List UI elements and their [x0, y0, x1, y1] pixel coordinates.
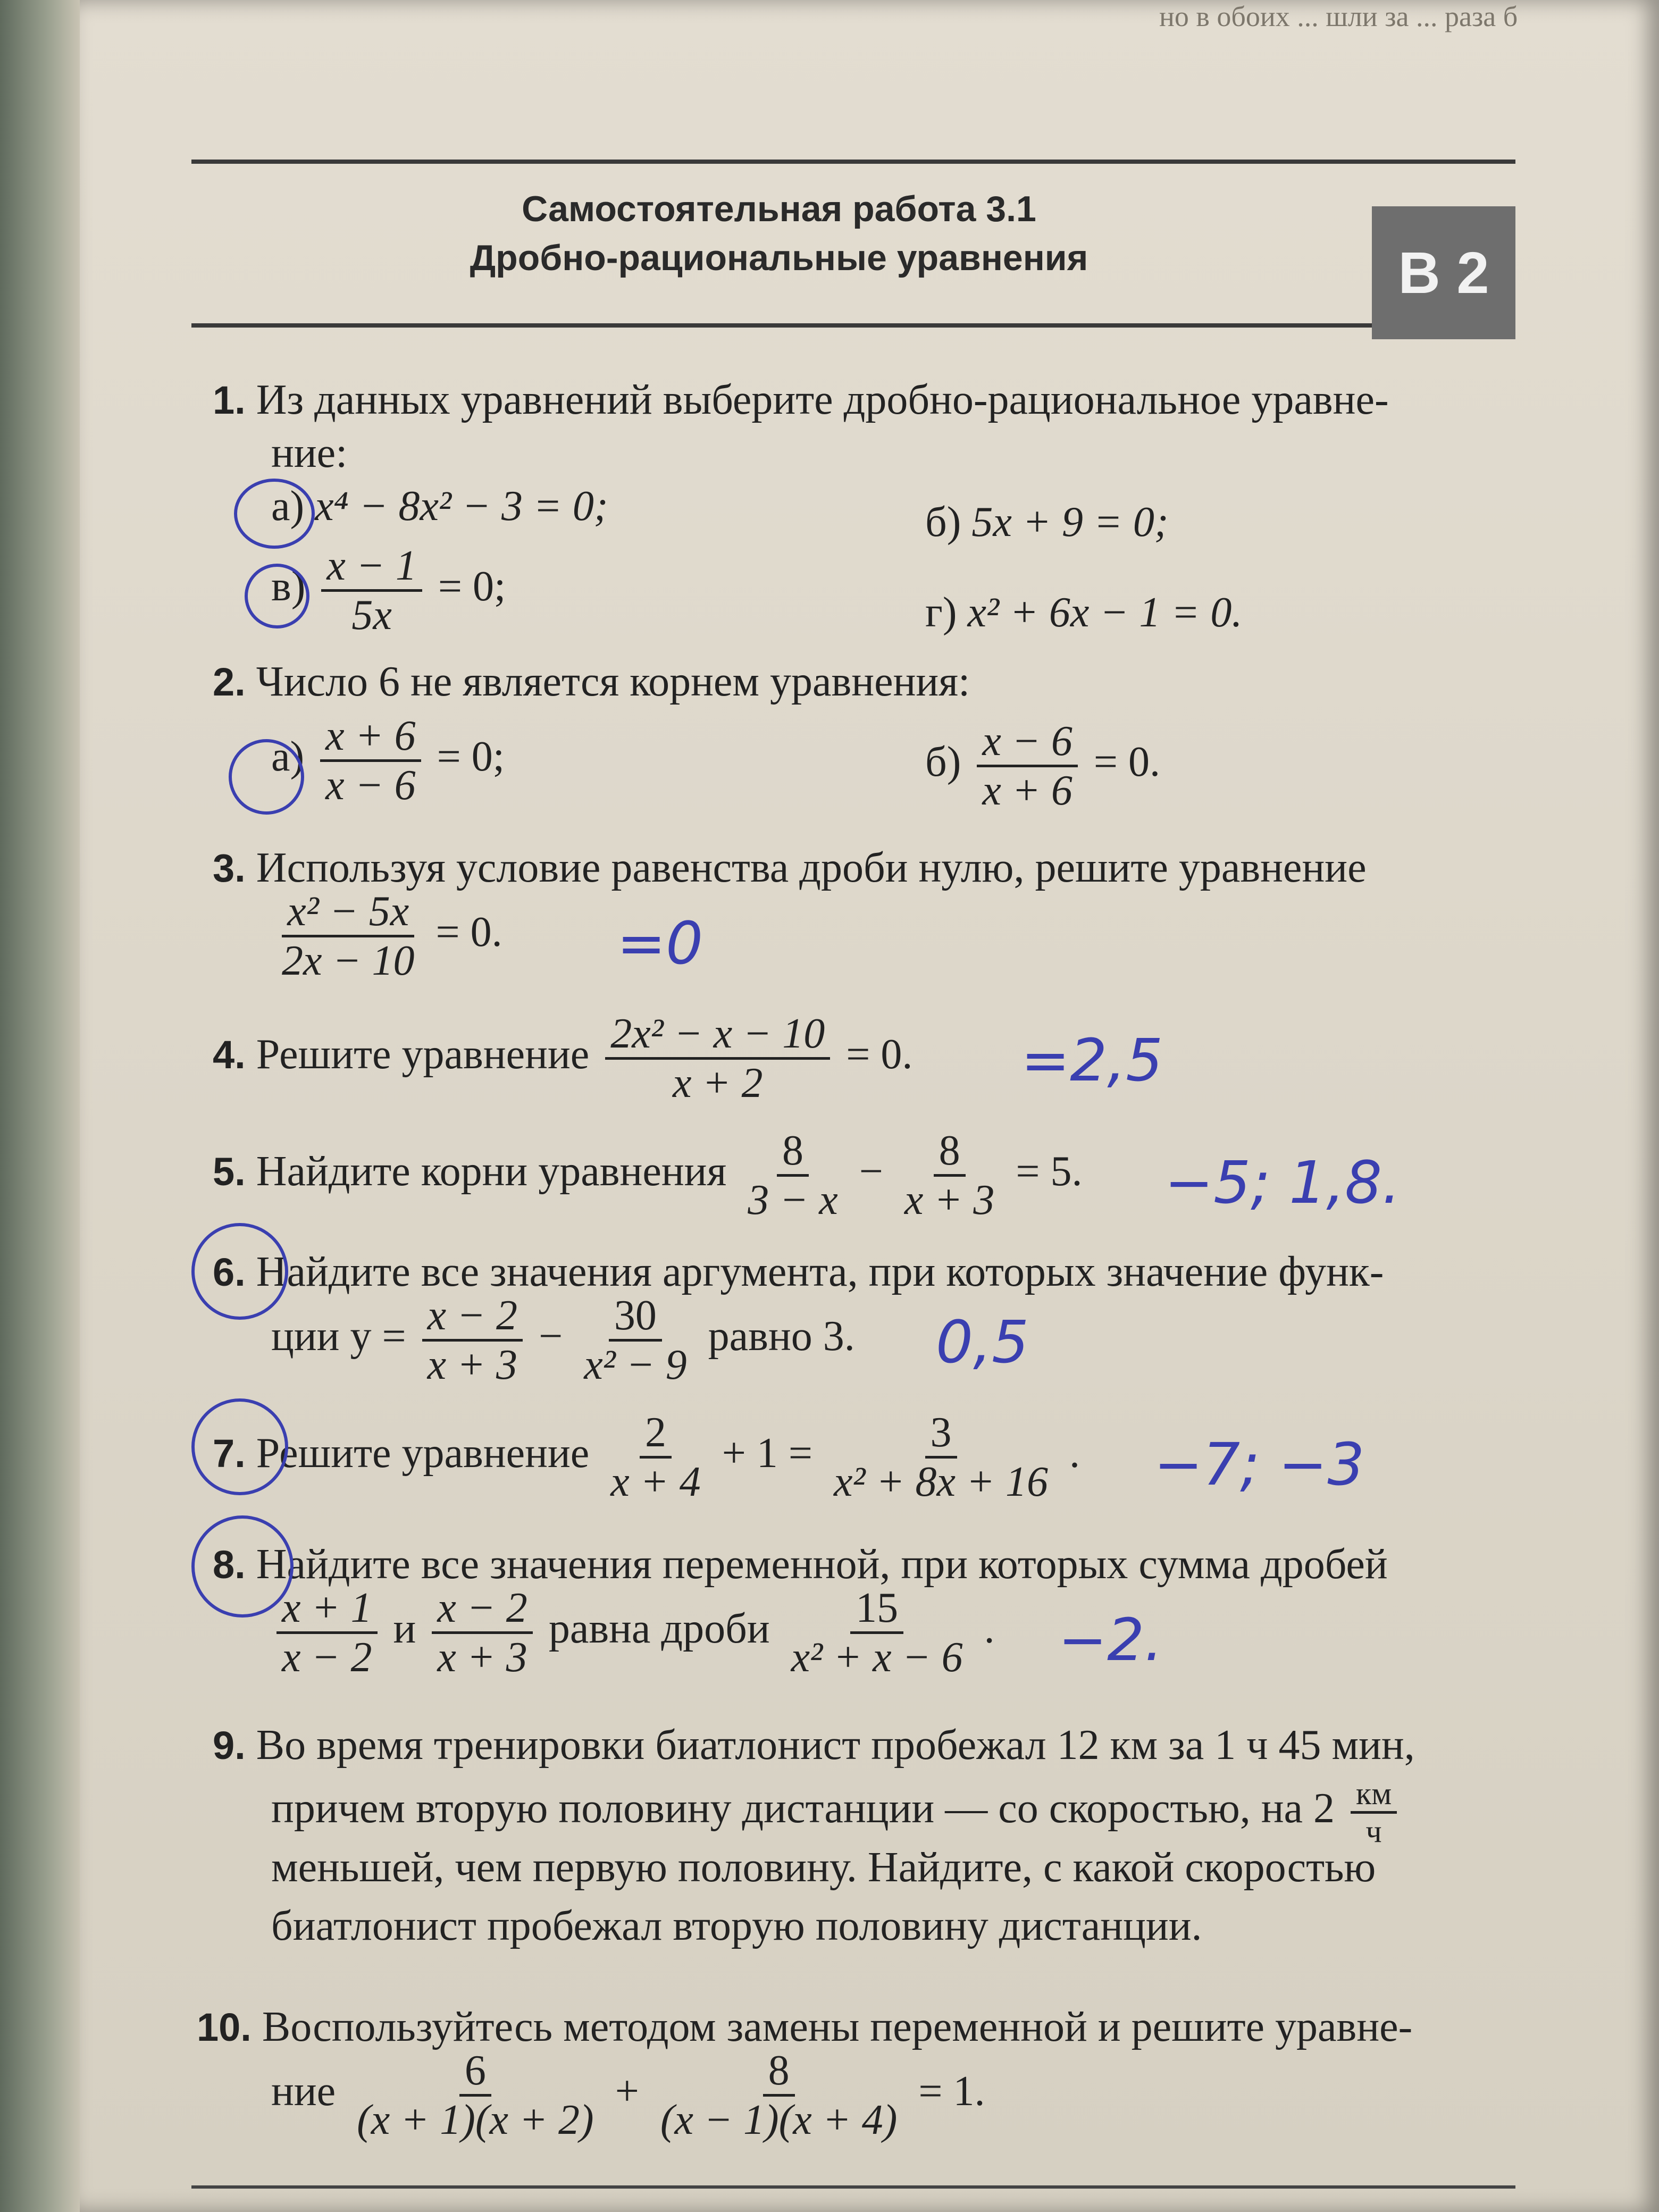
problem-6-equation: ции y = $\frac{x - 2}{x + 3}$ − $\frac{30}{\text{x² − 9}}$ равно 3. [271, 1292, 855, 1388]
answer-circle-mark [191, 1223, 288, 1320]
variant-badge: В 2 [1372, 206, 1515, 339]
problem-4: 4. Решите уравнение $\frac{\text{2x² − x − 10}}{x + 2}$ = 0. [213, 1010, 913, 1107]
fraction: $\frac{x - 2}{x + 3}$ [422, 1292, 523, 1388]
fraction: $\frac{x - 6}{x + 6}$ [977, 718, 1078, 814]
handwritten-answer-6: 0,5 [936, 1308, 1029, 1376]
problem-8-equation: $\frac{x + 1}{x - 2}$ и $\frac{x - 2}{x + 3}$ равна дроби $\frac{15}{\text{x² + x − 6}}$ . [271, 1585, 995, 1681]
problem-1-option-g: г) x² + 6x − 1 = 0. [925, 589, 1243, 636]
worksheet-title [191, 185, 1367, 283]
handwritten-answer-5: −5; 1,8. [1164, 1149, 1401, 1217]
unit-fraction: $\frac{км}{ч}$ [1351, 1776, 1397, 1849]
answer-circle-mark [191, 1515, 294, 1618]
problem-9-line4: биатлонист пробежал вторую половину дистанции. [271, 1903, 1202, 1949]
answer-circle-mark [245, 564, 309, 629]
fraction: $\frac{8}{(x - 1)(x + 4)}$ [660, 2047, 898, 2143]
problem-3-equation: $\frac{\text{x² − 5x}}{2x - 10}$ = 0. [271, 888, 502, 984]
fraction: $\frac{3}{\text{x² + 8x + 16}}$ [834, 1409, 1048, 1505]
handwritten-answer-7: −7; −3 [1154, 1430, 1365, 1498]
problem-1-line1 [213, 372, 1389, 428]
answer-circle-mark [191, 1398, 288, 1495]
problem-2-option-b: б) $\frac{x - 6}{x + 6}$ = 0. [925, 718, 1160, 814]
fraction: $\frac{x - 1}{5x}$ [321, 542, 422, 639]
fraction: $\frac{6}{(x + 1)(x + 2)}$ [357, 2047, 594, 2143]
fraction: $\frac{15}{\text{x² + x − 6}}$ [791, 1585, 963, 1681]
problem-10-equation: ние $\frac{6}{(x + 1)(x + 2)}$ + $\frac{8}{(x - 1)(x + 4)}$ = 1. [271, 2047, 985, 2143]
fraction: $\frac{2}{x + 4}$ [610, 1409, 701, 1505]
problem-9-line3: меньшей, чем первую половину. Найдите, с какой скоростью [271, 1844, 1376, 1891]
worksheet-header [191, 160, 1515, 328]
problem-2-option-a: а) $\frac{x + 6}{x - 6}$ = 0; [271, 713, 505, 809]
problem-1-option-a: а) x⁴ − 8x² − 3 = 0; [271, 483, 608, 530]
problem-10-line1: 10. Воспользуйтесь методом замены переменной и решите уравне- [197, 2004, 1413, 2050]
book-spine-shadow [0, 0, 80, 2212]
problem-8-line1: 8. Найдите все значения переменной, при которых сумма дробей [213, 1541, 1388, 1588]
worksheet-title-line1: Самостоятельная работа 3.1 [522, 189, 1036, 229]
fraction: $\frac{\text{2x² − x − 10}}{x + 2}$ [605, 1010, 830, 1107]
worksheet-title-line2: Дробно-рациональные уравнения [470, 237, 1088, 278]
problem-1-option-b: б) 5x + 9 = 0; [925, 499, 1169, 546]
fraction: $\frac{8}{x + 3}$ [904, 1127, 995, 1224]
answer-circle-mark [234, 479, 315, 549]
handwritten-answer-8: −2. [1058, 1606, 1163, 1674]
problem-1-line2: ние: [271, 430, 348, 476]
problem-9-line1: 9. Во время тренировки биатлонист пробежал 12 км за 1 ч 45 мин, [213, 1722, 1415, 1769]
problem-text: Из данных уравнений выберите дробно-рациональное уравне- [256, 376, 1389, 423]
problem-7: 7. Решите уравнение $\frac{2}{x + 4}$ + 1 = $\frac{3}{\text{x² + 8x + 16}}$ . [213, 1409, 1080, 1505]
problem-3-line1: 3. Используя условие равенства дроби нулю, решите уравнение [213, 844, 1367, 891]
problem-6-line1: 6. Найдите все значения аргумента, при которых значение функ- [213, 1249, 1384, 1295]
fraction: $\frac{30}{\text{x² − 9}}$ [584, 1292, 687, 1388]
fraction: $\frac{\text{x² − 5x}}{2x - 10}$ [282, 888, 415, 984]
previous-page-edge-text: но в обоих ... шли за ... раза б [1159, 1, 1518, 32]
handwritten-answer-3: =0 [617, 909, 703, 977]
fraction: $\frac{x + 1}{x - 2}$ [276, 1585, 378, 1681]
problem-number: 1. [213, 378, 246, 422]
problem-9-line2: причем вторую половину дистанции — со скоростью, на 2 $\frac{км}{ч}$ [271, 1776, 1402, 1849]
fraction: $\frac{x - 2}{x + 3}$ [432, 1585, 533, 1681]
answer-circle-mark [229, 739, 304, 815]
bottom-rule [191, 2185, 1515, 2189]
problem-1-option-v: в) $\frac{x - 1}{5x}$ = 0; [271, 542, 506, 639]
handwritten-answer-4: =2,5 [1021, 1026, 1163, 1094]
problem-5: 5. Найдите корни уравнения $\frac{8}{3 - x}$ − $\frac{8}{x + 3}$ = 5. [213, 1127, 1083, 1224]
problem-2-line1: 2. Число 6 не является корнем уравнения: [213, 658, 970, 705]
fraction: $\frac{x + 6}{x - 6}$ [320, 713, 421, 809]
fraction: $\frac{8}{3 - x}$ [748, 1127, 838, 1224]
